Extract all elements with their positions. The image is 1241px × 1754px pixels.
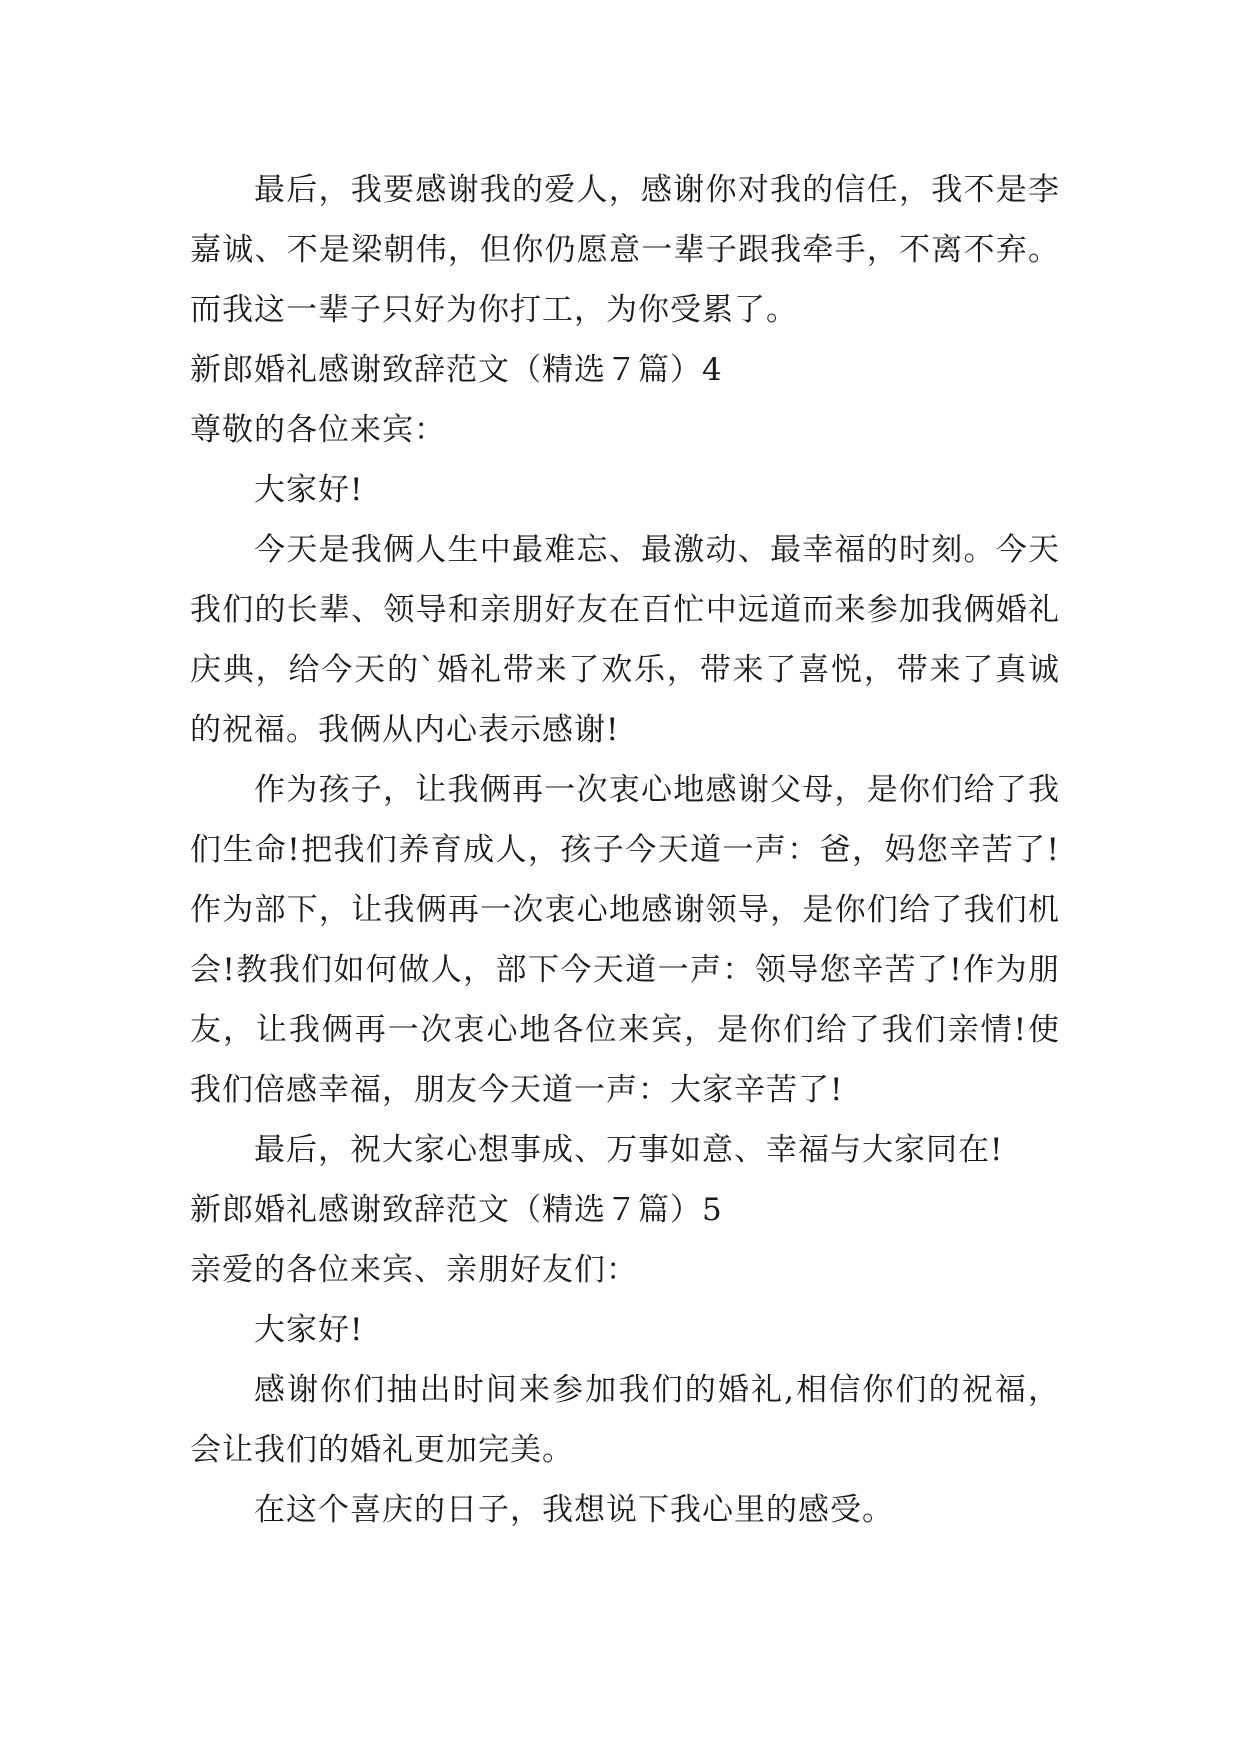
section-heading-5: 新郎婚礼感谢致辞范文（精选７篇）5 (190, 1192, 723, 1228)
paragraph-5-thanks: 感谢你们抽出时间来参加我们的婚礼,相信你们的祝福，会让我们的婚礼更加完美。 (190, 1372, 1060, 1468)
document-body (190, 160, 1060, 1540)
paragraph-4-thanks: 作为孩子，让我俩再一次衷心地感谢父母，是你们给了我们生命!把我们养育成人，孩子今天道一声：爸，妈您辛苦了!作为部下，让我俩再一次衷心地感谢领导，是你们给了我们机会!教我们如何做人，部下今天道一声：领导您辛苦了!作为朋友，让我俩再一次衷心地各位来宾，是你们给了我们亲情!使我们倍感幸福，朋友今天道一声：大家辛苦了! (190, 772, 1060, 1108)
paragraph-4-intro: 今天是我俩人生中最难忘、最激动、最幸福的时刻。今天我们的长辈、领导和亲朋好友在百忙中远道而来参加我俩婚礼庆典，给今天的`婚礼带来了欢乐，带来了喜悦，带来了真诚的祝福。我俩从内心表示感谢! (190, 532, 1060, 748)
salutation-5: 亲爱的各位来宾、亲朋好友们： (190, 1252, 638, 1288)
closing-paragraph-gratitude-spouse: 最后，我要感谢我的爱人，感谢你对我的信任，我不是李嘉诚、不是梁朝伟，但你仍愿意一辈子跟我牵手，不离不弃。而我这一辈子只好为你打工，为你受累了。 (190, 172, 1060, 328)
greeting-5: 大家好! (254, 1312, 364, 1348)
paragraph-5-feelings: 在这个喜庆的日子，我想说下我心里的感受。 (254, 1492, 894, 1528)
salutation-4: 尊敬的各位来宾： (190, 412, 446, 448)
paragraph-4-closing: 最后，祝大家心想事成、万事如意、幸福与大家同在! (254, 1132, 1004, 1168)
greeting-4: 大家好! (254, 472, 364, 508)
section-heading-4: 新郎婚礼感谢致辞范文（精选７篇）4 (190, 352, 723, 388)
